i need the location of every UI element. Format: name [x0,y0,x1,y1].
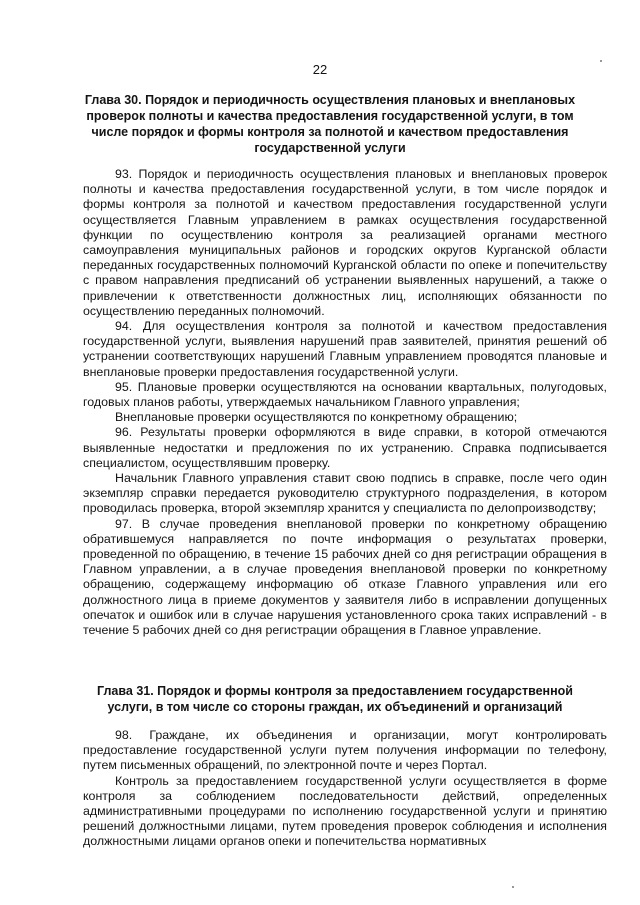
paragraph-98: 98. Граждане, их объединения и организации, могут контролировать предоставление государственной услуги путем получения информации по телефону, путем письменных обращений, по электронной почте и через Портал. [83,728,607,773]
chapter-31-title: Глава 31. Порядок и формы контроля за предоставлением государственной услуги, в том числе со стороны граждан, их объединений и организаций [97,684,573,714]
paragraph-94: 94. Для осуществления контроля за полнотой и качеством предоставления государственной услуги, выявления нарушений прав заявителей, принятия решений об устранении соответствующих нарушений Главным управлением проводятся плановые и внеплановые проверки предоставления государственной услуги. [83,319,607,379]
paragraph-96-signature: Начальник Главного управления ставит свою подпись в справке, после чего один экземпляр справки передается руководителю структурного подразделения, в котором проводилась проверка, второй экземпляр хранится у специалиста по делопроизводству; [83,471,607,516]
chapter-30-body [83,167,607,638]
paragraph-93: 93. Порядок и периодичность осуществления плановых и внеплановых проверок полноты и качества предоставления государственной услуги, в том числе порядок и формы контроля за полнотой и качеством предоставления государственной услуги осуществляется Главным управлением в рамках осуществления государственной функции по осуществлению контроля за реализацией органами местного самоуправления муниципальных районов и городских округов Курганской области переданных государственных полномочий Курганской области по опеке и попечительству с правом направления предписаний об устранении выявленных нарушений, а также о привлечении к ответственности должностных лиц, исполняющих обязанности по осуществлению переданных полномочий. [83,167,607,318]
scan-speck [600,60,602,62]
paragraph-98-control: Контроль за предоставлением государственной услуги осуществляется в форме контроля за соблюдением последовательности действий, определенных административными процедурами по исполнению государственной услуги и принятию решений должностными лицами, путем проведения проверок соблюдения и исполнения должностными лицами органов опеки и попечительства нормативных [83,773,607,849]
paragraph-95-unscheduled: Внеплановые проверки осуществляются по конкретному обращению; [115,410,518,425]
chapter-31-body [83,728,607,850]
paragraph-95: 95. Плановые проверки осуществляются на основании квартальных, полугодовых, годовых планов работы, утверждаемых начальником Главного управления; [83,379,607,410]
paragraph-97: 97. В случае проведения внеплановой проверки по конкретному обращению обратившемуся направляется по почте информация о результатах проверки, проведенной по обращению, в течение 15 рабочих дней со дня регистрации обращения в Главном управлении, а в случае проведения внеплановой проверки по конкретному обращению, содержащему информацию об отказе Главного управления или его должностного лица в приеме документов у заявителя либо в исправлении допущенных опечаток и ошибок или в случае нарушения установленного срока таких исправлений - в течение 5 рабочих дней со дня регистрации обращения в Главное управление. [83,516,607,638]
page-number: 22 [312,62,328,77]
paragraph-96: 96. Результаты проверки оформляются в виде справки, в которой отмечаются выявленные недостатки и предложения по их устранению. Справка подписывается специалистом, осуществлявшим проверку. [83,425,607,470]
scan-speck [512,886,514,888]
chapter-30-title: Глава 30. Порядок и периодичность осуществления плановых и внеплановых проверок полноты и качества предоставления государственной услуги, в том числе порядок и формы контроля за полнотой и качеством предоставления государственной услуги [84,93,576,155]
